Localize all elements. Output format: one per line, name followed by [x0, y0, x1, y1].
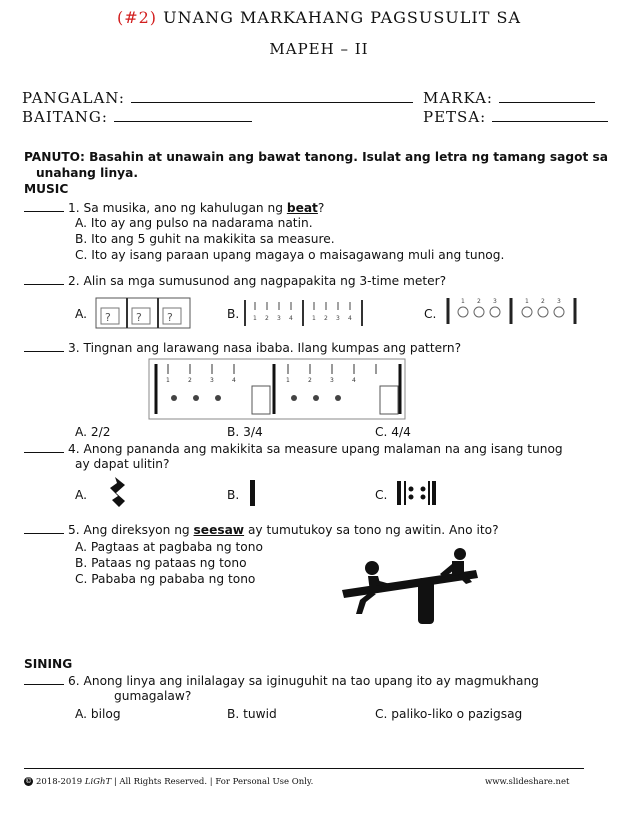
svg-text:4: 4	[352, 377, 356, 384]
svg-text:?: ?	[167, 311, 173, 324]
q4-choice-a: A.	[75, 488, 87, 502]
svg-text:2: 2	[265, 315, 269, 322]
q2-choice-a: A.	[75, 307, 87, 321]
instructions-line1: PANUTO: Basahin at unawain ang bawat tanong. Isulat ang letra ng tamang sagot sa	[24, 150, 609, 164]
q1-choice-b: B. Ito ang 5 guhit na makikita sa measure.	[75, 232, 335, 246]
svg-text:3: 3	[330, 377, 334, 384]
q3-text: 3. Tingnan ang larawang nasa ibaba. Ilang kumpas ang pattern?	[68, 341, 462, 355]
q5-answer-blank[interactable]	[24, 521, 64, 534]
q5-text-end: ay tumutukoy sa tono ng awitin. Ano ito?	[244, 523, 499, 537]
svg-text:3: 3	[336, 315, 340, 322]
name-field[interactable]	[22, 88, 413, 107]
footer-copyright	[24, 777, 313, 787]
q6-choice-c: C. paliko-liko o pazigsag	[375, 707, 523, 721]
date-field[interactable]	[423, 107, 608, 126]
q6-choice-a: A. bilog	[75, 707, 121, 721]
footer-year: 2018-2019	[36, 777, 83, 787]
section-music: MUSIC	[24, 182, 69, 196]
footer-website[interactable]: www.slideshare.net	[485, 777, 570, 787]
q2-question	[24, 272, 446, 289]
q6-text-line2: gumagalaw?	[114, 689, 192, 703]
q2-choice-b: B.	[227, 307, 240, 321]
svg-text:1: 1	[166, 377, 170, 384]
name-label: PANGALAN:	[22, 89, 125, 107]
score-field[interactable]	[423, 88, 595, 107]
q1-question	[24, 199, 324, 216]
q1-choice-a: A. Ito ay ang pulso na nadarama natin.	[75, 216, 313, 230]
grade-label: BAITANG:	[22, 108, 108, 126]
q6-question	[24, 672, 539, 689]
svg-text:3: 3	[277, 315, 281, 322]
q2-text: 2. Alin sa mga sumusunod ang nagpapakita ng 3-time meter?	[68, 274, 447, 288]
q3-choice-c: C. 4/4	[375, 425, 411, 439]
q4-answer-blank[interactable]	[24, 440, 64, 453]
q1-answer-blank[interactable]	[24, 199, 64, 212]
svg-text:2: 2	[188, 377, 192, 384]
exam-subtitle: MAPEH – II	[269, 40, 369, 58]
section-sining: SINING	[24, 657, 73, 671]
q3-answer-blank[interactable]	[24, 339, 64, 352]
q5-choice-c: C. Pababa ng pababa ng tono	[75, 572, 256, 586]
score-blank[interactable]	[499, 88, 595, 103]
date-blank[interactable]	[492, 107, 608, 122]
copyright-icon: ©	[25, 777, 32, 785]
svg-text:2: 2	[324, 315, 328, 322]
footer-rights: | All Rights Reserved. | For Personal Use Only.	[113, 777, 314, 787]
q4-choice-c: C.	[375, 488, 388, 502]
exam-title	[0, 8, 638, 27]
svg-text:4: 4	[232, 377, 236, 384]
q3-question	[24, 339, 461, 356]
exam-number: (#2)	[116, 8, 158, 27]
svg-text:1: 1	[253, 315, 257, 322]
svg-text:1: 1	[286, 377, 290, 384]
svg-text:3: 3	[557, 298, 561, 305]
exam-title-text: UNANG MARKAHANG PAGSUSULIT SA	[163, 8, 522, 27]
svg-text:?: ?	[105, 311, 111, 324]
bar-line-icon	[247, 478, 259, 508]
svg-text:1: 1	[525, 298, 529, 305]
name-blank[interactable]	[131, 88, 413, 103]
svg-text:1: 1	[461, 298, 465, 305]
svg-text:4: 4	[289, 315, 293, 322]
q3-choice-b: B. 3/4	[227, 425, 263, 439]
svg-text:?: ?	[136, 311, 142, 324]
repeat-sign-icon	[395, 478, 437, 508]
q3-pattern-image	[148, 358, 406, 420]
score-label: MARKA:	[423, 89, 493, 107]
q2-meter-b-image	[243, 296, 365, 328]
date-label: PETSA:	[423, 108, 487, 126]
svg-text:2: 2	[477, 298, 481, 305]
q2-meter-c-image	[443, 292, 579, 328]
footer-brand: LiGhT	[84, 777, 112, 787]
q5-text: 5. Ang direksyon ng	[68, 523, 194, 537]
q6-answer-blank[interactable]	[24, 672, 64, 685]
q6-text: 6. Anong linya ang inilalagay sa iginuguhit na tao upang ito ay magmukhang	[68, 674, 539, 688]
footer-divider	[24, 768, 584, 769]
q3-choice-a: A. 2/2	[75, 425, 111, 439]
q4-choice-b: B.	[227, 488, 240, 502]
instructions-line2: unahang linya.	[36, 166, 138, 180]
q6-choice-b: B. tuwid	[227, 707, 277, 721]
q5-question	[24, 521, 499, 538]
q4-text-line2: ay dapat ulitin?	[75, 457, 170, 471]
seesaw-image	[338, 548, 480, 628]
q2-choice-c: C.	[424, 307, 437, 321]
svg-text:3: 3	[210, 377, 214, 384]
svg-text:1: 1	[312, 315, 316, 322]
q5-choice-b: B. Pataas ng pataas ng tono	[75, 556, 247, 570]
svg-text:2: 2	[308, 377, 312, 384]
q1-keyword: beat	[286, 201, 318, 215]
grade-field[interactable]	[22, 107, 252, 126]
q2-meter-a-image	[93, 296, 193, 330]
q1-text-end: ?	[317, 201, 325, 215]
q4-question	[24, 440, 563, 457]
svg-text:4: 4	[348, 315, 352, 322]
q4-text: 4. Anong pananda ang makikita sa measure upang malaman na ang isang tunog	[68, 442, 563, 456]
svg-text:2: 2	[541, 298, 545, 305]
q1-text: 1. Sa musika, ano ng kahulugan ng	[68, 201, 287, 215]
q1-choice-c: C. Ito ay isang paraan upang magaya o maisagawang muli ang tunog.	[75, 248, 505, 262]
svg-text:3: 3	[493, 298, 497, 305]
q5-keyword: seesaw	[193, 523, 245, 537]
grade-blank[interactable]	[114, 107, 252, 122]
q5-choice-a: A. Pagtaas at pagbaba ng tono	[75, 540, 263, 554]
rest-symbol-icon	[103, 474, 133, 510]
q2-answer-blank[interactable]	[24, 272, 64, 285]
